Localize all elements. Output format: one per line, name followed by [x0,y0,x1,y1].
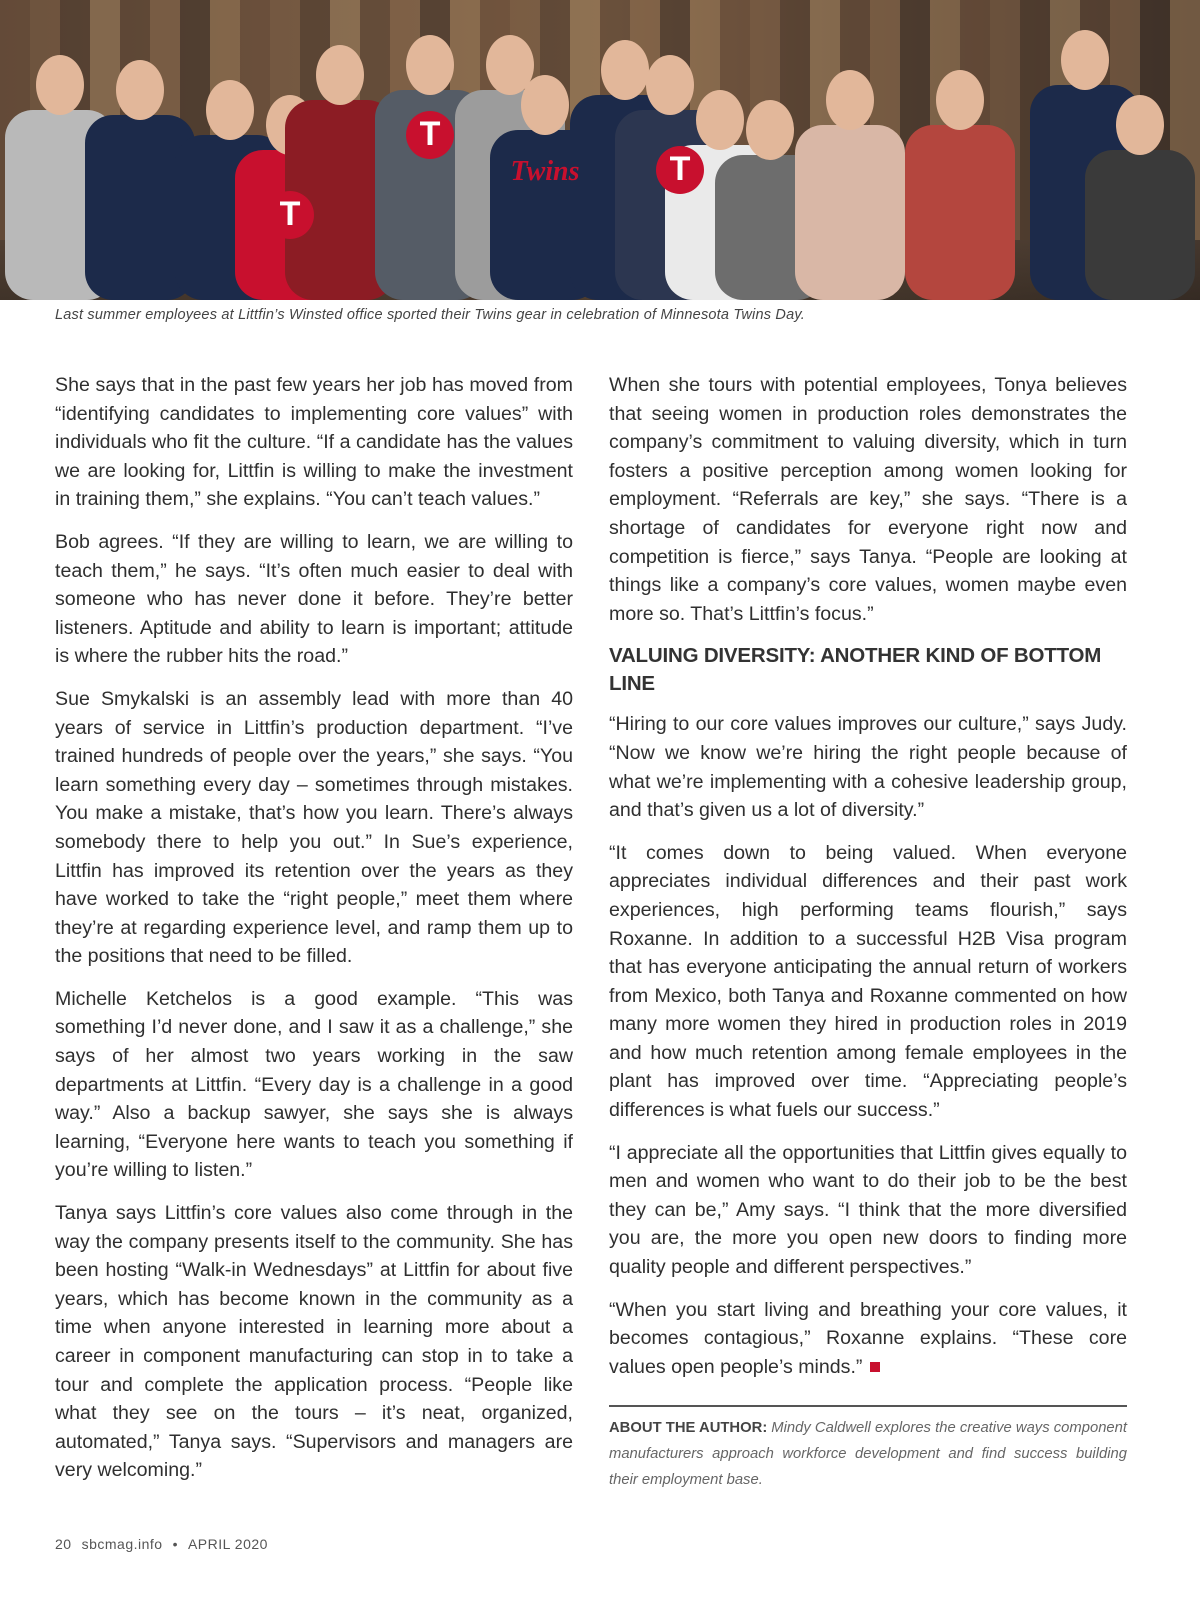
page-number: 20 [55,1536,72,1552]
issue-date: APRIL 2020 [187,1536,268,1552]
end-mark-icon [870,1362,880,1372]
paragraph: Sue Smykalski is an assembly lead with more than 40 years of service in Littfin’s production department. “I’ve trained hundreds of people over the years,” she says. “You learn something every day – sometimes through mistakes. You make a mistake, that’s how you learn. There’s always somebody there to help you out.” In Sue’s experience, Littfin has improved its retention over the years as they have worked to take the “right people,” meet them where they’re at regarding experience level, and ramp them up to the positions that need to be filled. [55,687,573,968]
footer-bullet: • [172,1536,178,1552]
jersey-lettering: Twins [510,156,580,187]
right-column [609,371,1127,1493]
about-author-text: Mindy Caldwell explores the creative ways component manufacturers approach workforce development and find success building their employment base. [609,1420,1127,1489]
group-photo-icon [0,0,1200,300]
twins-logo-letter: T [669,150,691,188]
paragraph: “I appreciate all the opportunities that Littfin gives equally to men and women who want to do their job to be the best they can be,” Amy says. “I think that the more diversified you are, the more you open new doors to finding more quality people and different perspectives.” [609,1141,1127,1279]
closing-paragraph [609,1296,1127,1382]
paragraph: “It comes down to being valued. When everyone appreciates individual differences and their past work experiences, high performing teams flourish,” says Roxanne. In addition to a successful H2B Visa program that has everyone anticipating the annual return of workers from Mexico, both Tanya and Roxanne commented on how many more women they hired in production roles in 2019 and how much retention among female employees in the plant has improved over time. “Appreciating people’s differences is what fuels our success.” [609,841,1127,1122]
twins-logo-letter: T [419,115,441,153]
paragraph: She says that in the past few years her job has moved from “identifying candidates to implementing core values” with individuals who fit the culture. “If a candidate has the values we are looking for, Littfin is willing to make the investment in training them,” she explains. “You can’t teach values.” [55,374,573,511]
section-heading: VALUING DIVERSITY: ANOTHER KIND OF BOTTOM LINE [609,644,1102,696]
paragraph: Tanya says Littfin’s core values also come through in the way the company presents itself to the community. She has been hosting “Walk-in Wednesdays” at Littfin for about five years, which has become known in the community as a time when anyone interested in learning more about a career in component manufacturing can stop in to take a tour and complete the application process. “People like what they see on the tours – it’s neat, organized, automated,” Tanya says. “Supervisors and managers are very welcoming.” [55,1202,573,1482]
photo-caption: Last summer employees at Littfin’s Winsted office sported their Twins gear in celebration of Minnesota Twins Day. [55,307,805,323]
paragraph: When she tours with potential employees, Tonya believes that seeing women in production roles demonstrates the company’s commitment to valuing diversity, which in turn fosters a positive perception among women looking for employment. “Referrals are key,” she says. “There is a shortage of candidates for everyone right now and competition is fierce,” says Tanya. “People are looking at things like a company’s core values, women maybe even more so. That’s Littfin’s focus.” [609,374,1127,625]
paragraph: “Hiring to our core values improves our culture,” says Judy. “Now we know we’re hiring the right people because of what we’re implementing with a cohesive leadership group, and that’s given us a lot of diversity.” [609,713,1127,822]
closing-text: “When you start living and breathing your core values, it becomes contagious,” Roxanne explains. “These core values open people’s minds.” [609,1298,1127,1378]
page-footer [55,1536,278,1552]
about-author [609,1405,1127,1493]
about-author-label: ABOUT THE AUTHOR: [609,1420,768,1437]
twins-logo-letter: T [279,195,301,233]
site-url: sbcmag.info [81,1536,163,1552]
left-column [55,371,573,1499]
paragraph: Bob agrees. “If they are willing to learn, we are willing to teach them,” he says. “It’s often much easier to deal with someone who has never done it before. They’re better listeners. Aptitude and ability to learn is important; attitude is where the rubber hits the road.” [55,530,573,668]
group-photo [0,0,1200,300]
paragraph: Michelle Ketchelos is a good example. “This was something I’d never done, and I saw it as a challenge,” she says of her almost two years working in the saw departments at Littfin. “Every day is a challenge in a good way.” Also a backup sawyer, she says she is always learning, “Everyone here wants to teach you something if you’re willing to listen.” [55,987,573,1182]
